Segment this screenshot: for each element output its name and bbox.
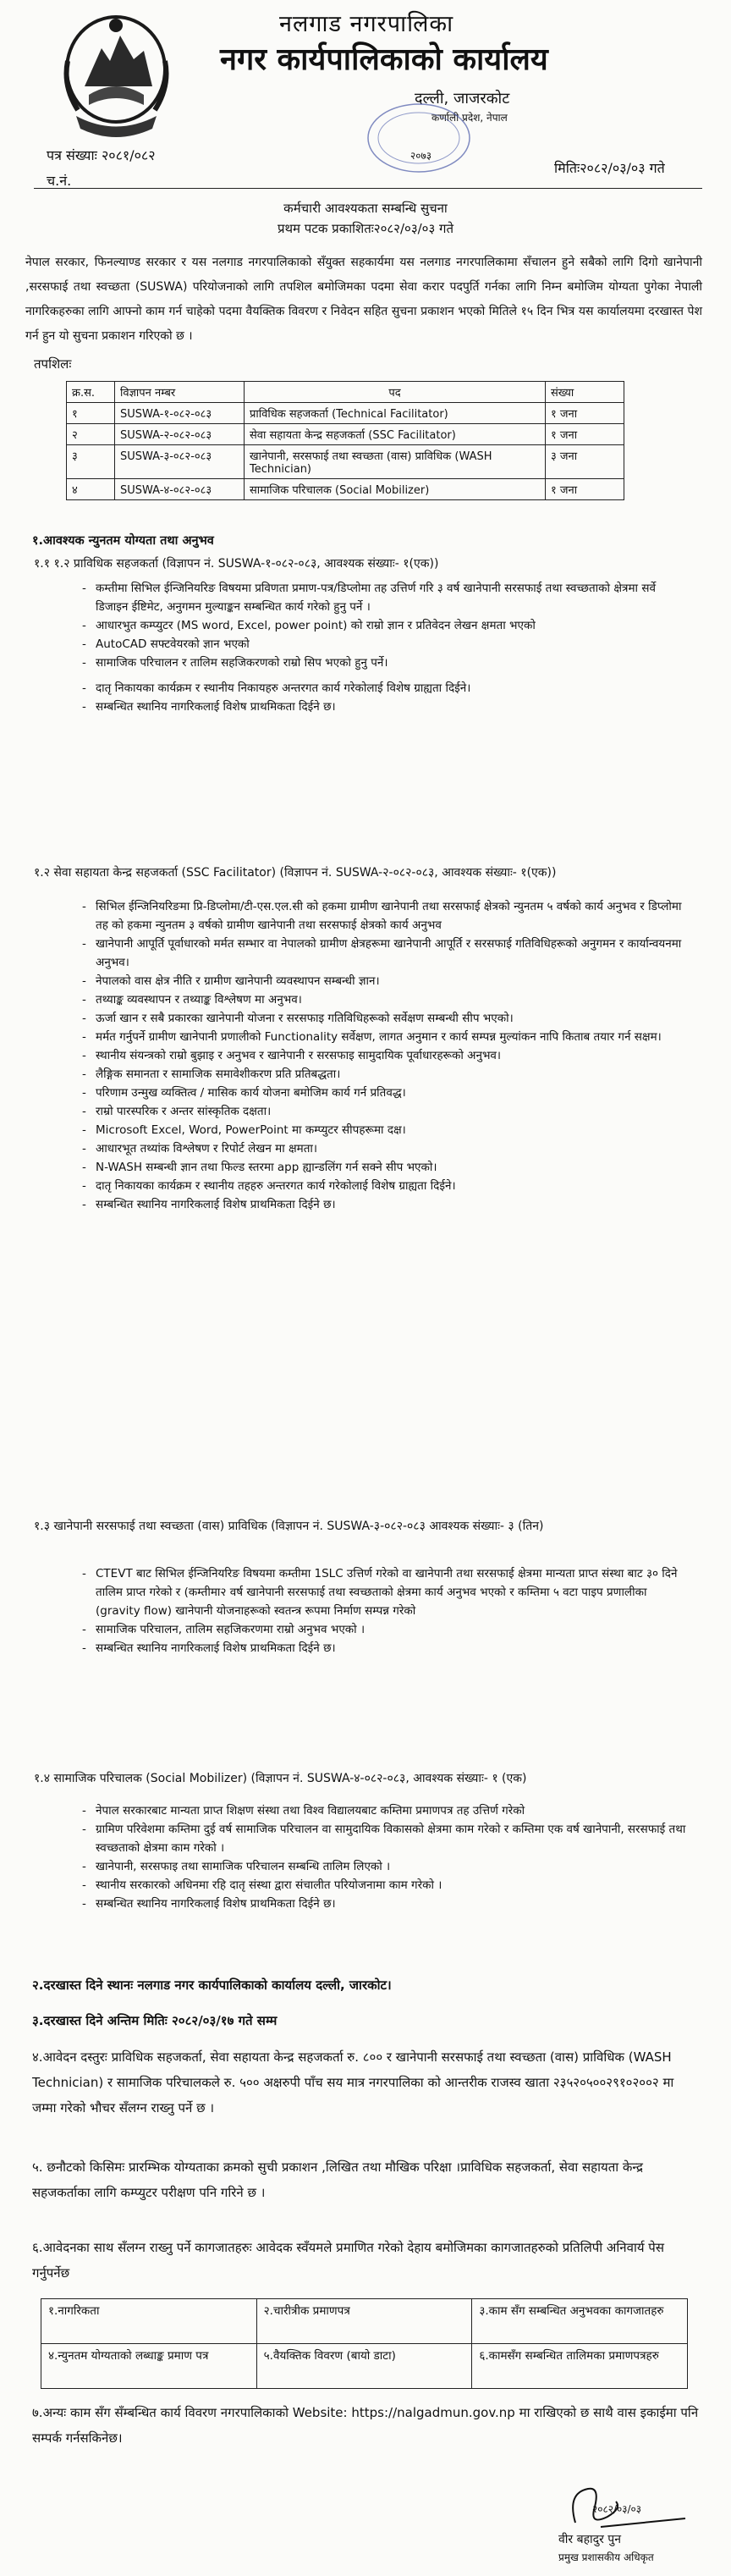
notice-subtitle: प्रथम पटक प्रकाशितः२०८२/०३/०३ गते [277,221,454,236]
office-province: कर्णाली प्रदेश, नेपाल [431,112,508,124]
office-seal-icon [364,100,474,176]
table-row: ३ SUSWA-३-०८२-०८३ खानेपानी, सरसफाई तथा स्वच्छता (वास) प्राविधिक (WASH Technician) ३ जना [67,445,624,479]
list-item: - सम्बन्धित स्थानिय नागरिकलाई विशेष प्राथमिकता दिईने छ। [80,698,673,716]
signer-designation: प्रमुख प्रशासकीय अधिकृत [558,2551,654,2563]
list-item: - तथ्याङ्क व्यवस्थापन र तथ्याङ्क विश्लेषण मा अनुभव। [80,990,690,1009]
signature-date: २०८२/०३/०३ [592,2503,642,2515]
list-item: - लैङ्गिक समानता र सामाजिक समावेशीकरण प्रति प्रतिबद्धता। [80,1065,690,1084]
office-address: दल्ली, जाजरकोट [415,90,510,108]
letter-number: पत्र संख्याः २०८१/०८२ [47,147,156,163]
section-wash-technician: १.३ खानेपानी सरसफाई तथा स्वच्छता (वास) प्राविधिक (विज्ञापन नं. SUSWA-३-०८२-०८३ आवश्यक संख्याः- ३ (तिन) [34,1520,544,1533]
table-row: ४ SUSWA-४-०८२-०८३ सामाजिक परिचालक (Social Mobilizer) १ जना [67,479,624,500]
office-name: नगर कार्यपालिकाको कार्यालय [220,42,548,77]
table-row: २ SUSWA-२-०८२-०८३ सेवा सहायता केन्द्र सहजकर्ता (SSC Facilitator) १ जना [67,424,624,445]
table-row: १ SUSWA-१-०८२-०८३ प्राविधिक सहजकर्ता (Technical Facilitator) १ जना [67,403,624,424]
application-deadline: ३.दरखास्त दिने अन्तिम मितिः २०८२/०३/१७ गते सम्म [32,2013,278,2028]
list-item: - दातृ निकायका कार्यक्रम र स्थानीय तहहरु अन्तरगत कार्य गरेकोलाई विशेष ग्राह्यता दिईने। [80,1177,690,1195]
list-item: - सम्बन्धित स्थानिय नागरिकलाई विशेष प्राथमिकता दिईने छ। [80,1195,690,1214]
section-social-mobilizer: १.४ सामाजिक परिचालक (Social Mobilizer) (विज्ञापन नं. SUSWA-४-०८२-०८३, आवश्यक संख्याः- १ (एक) [34,1772,527,1785]
required-documents: ६.आवेदनका साथ सँलग्न राख्नु पर्ने कागजातहरुः आवेदक स्वँयमले प्रमाणित गरेको देहाय बमोजिमका कागजातहरुको प्रतिलिपी अनिवार्य पेस गर्नुपर्नेछ [32,2240,664,2281]
municipality-name: नलगाड नगरपालिका [279,11,454,37]
list-item: - सिभिल ईन्जिनियरिङमा प्रि-डिप्लोमा/टी-एस.एल.सी को हकमा ग्रामीण खानेपानी तथा सरसफाई क्षेत्रको न्युनतम ५ वर्षको कार्य अनुभव र डिप्लोमा तह को हकमा न्युनतम ३ वर्षको ग्रामीण खानेपानी तथा सरसफाई क्षेत्रको कार्य अनुभव [80,897,690,935]
list-item: - सामाजिक परिचालन, तालिम सहजिकरणमा राम्रो अनुभव भएको । [80,1620,690,1639]
list-item: - सामाजिक परिचालन र तालिम सहजिकरणको राम्रो सिप भएको हुनु पर्ने। [80,654,673,672]
list-item: - नेपालको वास क्षेत्र नीति र ग्रामीण खानेपानी व्यवस्थापन सम्बन्धी ज्ञान। [80,972,690,990]
list-item: - CTEVT बाट सिभिल ईन्जिनियरिङ विषयमा कम्तीमा 1SLC उत्तिर्ण गरेको वा खानेपानी तथा सरसफाई क्षेत्रमा मान्यता प्राप्त संस्था बाट ३० दिने तालिम प्राप्त गरेको र (कम्तीमा२ वर्ष खानेपानी सरसफाई तथा स्वच्छताको क्षेत्रमा कार्य अनुभव भएको र कम्तिमा ५ वटा पाइप प्रणालीका (gravity flow) खानेपानी योजनाहरूको स्वतन्त्र रूपमा निर्माण सम्पन्न गरेको [80,1564,690,1620]
vacancy-table [66,381,624,500]
list-item: - ऊर्जा खान र सबै प्रकारका खानेपानी योजना र सरसफाइ गतिविधिहरूको सर्वेक्षण सम्बन्धी सीप भएको। [80,1009,690,1028]
list-item: - स्थानीय संयन्त्रको राम्रो बुझाइ र अनुभव र खानेपानी र सरसफाइ सामुदायिक पूर्वाधारहरूको अनुभव। [80,1046,690,1065]
technical-facilitator-list [80,579,673,716]
header-divider [34,188,702,189]
section-technical-facilitator: १.१ १.२ प्राविधिक सहजकर्ता (विज्ञापन नं. SUSWA-१-०८२-०८३, आवश्यक संख्याः- १(एक)) [34,557,439,571]
list-item: - खानेपानी, सरसफाइ तथा सामाजिक परिचालन सम्बन्धि तालिम लिएको । [80,1857,690,1876]
list-item: - ग्रामिण परिवेशमा कम्तिमा दुई वर्ष सामाजिक परिचालन वा सामुदायिक विकासको क्षेत्रमा काम गरेको र कम्तिमा एक वर्ष खानेपानी, सरसफाई तथा स्वच्छताको क्षेत्रमा काम गरेको । [80,1820,690,1857]
list-item: - दातृ निकायका कार्यक्रम र स्थानीय निकायहरु अन्तरगत कार्य गरेकोलाई विशेष ग्राह्यता दिईने। [80,679,673,698]
list-item: - राम्रो पारस्परिक र अन्तर सांस्कृतिक दक्षता। [80,1102,690,1121]
notice-intro: नेपाल सरकार, फिनल्याण्ड सरकार र यस नलगाड नगरपालिकाको सँयुक्त सहकार्यमा यस नलगाड नगरपालिकामा सँचालन हुने सबैको लागि दिगो खानेपानी ,सरसफाई तथा स्वच्छता (SUSWA) परियोजनाको लागि तपशिल बमोजिमका पदमा सेवा करार पदपुर्ति गर्नका लागि निम्न बमोजिम योग्यता पुगेका नेपाली नागरिकहरुका लागि आफ्नो काम गर्न चाहेको पदमा वैयक्तिक विवरण र निवेदन सहित सुचना प्रकाशन भएको मितिले १५ दिन भित्र यस कार्यालयमा दरखास्त पेश गर्न हुन यो सुचना प्रकाशन गरिएको छ । [25,256,702,343]
list-item: - आधारभूत तथ्यांक विश्लेषण र रिपोर्ट लेखन मा क्षमता। [80,1139,690,1158]
documents-table [41,2298,688,2389]
list-item: - आधारभुत कम्प्युटर (MS word, Excel, power point) को राम्रो ज्ञान र प्रतिवेदन लेखन क्षमता भएको [80,616,673,635]
letter-date: मितिः२०८२/०३/०३ गते [554,160,665,176]
table-row: १.नागरिकता २.चारीत्रीक प्रमाणपत्र ३.काम सँग सम्बन्धित अनुभवका कागजातहरु [41,2299,688,2344]
list-item: - सम्बन्धित स्थानिय नागरिकलाई विशेष प्राथमिकता दिईने छ। [80,1639,690,1658]
application-fee: ४.आवेदन दस्तुरः प्राविधिक सहजकर्ता, सेवा सहायता केन्द्र सहजकर्ता रु. ८०० र खानेपानी सरसफाई तथा स्वच्छता (वास) प्राविधिक (WASH Technician) र सामाजिक परिचालकले रु. ५०० अक्षरुपी पाँच सय मात्र नगरपालिका को आन्तरीक राजस्व खाता २३५२०५००२९१०२००२ मा जम्मा गरेको भौचर सँलग्न राख्नु पर्ने छ । [32,2049,674,2115]
list-item: - परिणाम उन्मुख व्यक्तित्व / मासिक कार्य योजना बमोजिम कार्य गर्न प्रतिवद्ध। [80,1084,690,1102]
table-header-row: क्र.स. विज्ञापन नम्बर पद संख्या [67,382,624,403]
notice-title: कर्मचारी आवश्यकता सम्बन्धि सुचना [283,201,448,216]
application-place: २.दरखास्त दिने स्थानः नलगाड नगर कार्यपालिकाको कार्यालय दल्ली, जारकोट। [32,1978,392,1993]
nepal-emblem-icon [59,10,173,137]
details-label: तपशिलः [34,356,72,372]
list-item: - AutoCAD सफ्टवेयरको ज्ञान भएको [80,635,673,654]
list-item: - सम्बन्धित स्थानिय नागरिकलाई विशेष प्राथमिकता दिईने छ। [80,1895,690,1913]
other-info: ७.अन्यः काम सँग सँम्बन्धित कार्य विवरण नगरपालिकाको Website: https://nalgadmun.gov.np मा राखिएको छ साथै वास इकाईमा पनि सम्पर्क गर्नसकिनेछ। [32,2405,699,2446]
list-item: - नेपाल सरकारबाट मान्यता प्राप्त शिक्षण संस्था तथा विश्व विद्यालयबाट कम्तिमा प्रमाणपत्र तह उत्तिर्ण गरेको [80,1801,690,1820]
wash-technician-list [80,1564,690,1658]
list-item: - N-WASH सम्बन्धी ज्ञान तथा फिल्ड स्तरमा app ह्यान्डलिंग गर्न सक्ने सीप भएको। [80,1158,690,1177]
list-item: - कम्तीमा सिभिल ईन्जिनियरिङ विषयमा प्रविणता प्रमाण-पत्र/डिप्लोमा तह उत्तिर्ण गरि ३ वर्ष खानेपानी सरसफाई तथा स्वच्छताको क्षेत्रमा सर्वे डिजाइन ईष्टिमेट, अनुगमन मुल्याङ्कन सम्बन्धित कार्य गरेको हुनु पर्ने । [80,579,673,616]
qualifications-heading: १.आवश्यक न्युनतम योग्यता तथा अनुभव [32,534,214,548]
list-item: - मर्मत गर्नुपर्ने ग्रामीण खानेपानी प्रणालीको Functionality सर्वेक्षण, लागत अनुमान र कार्य सम्पन्न मुल्यांकन नापि किताब तयार गर्न सक्षम। [80,1028,690,1046]
list-item: - Microsoft Excel, Word, PowerPoint मा कम्प्युटर सीपहरूमा दक्ष। [80,1121,690,1139]
list-item: - खानेपानी आपूर्ति पूर्वाधारको मर्मत सम्भार वा नेपालको ग्रामीण क्षेत्रहरूमा खानेपानी आपूर्ति र सरसफाई गतिविधिहरूको अनुगमन र कार्यान्वयनमा अनुभव। [80,935,690,972]
table-row: ४.न्युनतम योग्यताको लब्धाङ्क प्रमाण पत्र ५.वैयक्तिक विवरण (बायो डाटा) ६.कामसँग सम्बन्धित तालिमका प्रमाणपत्रहरु [41,2344,688,2389]
signer-name: वीर बहादुर पुन [558,2533,621,2546]
section-ssc-facilitator: १.२ सेवा सहायता केन्द्र सहजकर्ता (SSC Facilitator) (विज्ञापन नं. SUSWA-२-०८२-०८३, आवश्यक संख्याः- १(एक)) [34,866,557,880]
ssc-facilitator-list [80,897,690,1214]
selection-method: ५. छनौटको किसिमः प्रारम्भिक योग्यताका क्रमको सुची प्रकाशन ,लिखित तथा मौखिक परिक्षा ।प्राविधिक सहजकर्ता, सेवा सहायता केन्द्र सहजकर्ताका लागि कम्प्युटर परीक्षण पनि गरिने छ । [32,2160,644,2200]
established-year: २०७३ [410,150,431,162]
list-item: - स्थानीय सरकारको अधिनमा रहि दातृ संस्था द्वारा संचालीत परियोजनामा काम गरेको । [80,1876,690,1895]
social-mobilizer-list [80,1801,690,1913]
dispatch-number: च.नं. [47,173,72,189]
